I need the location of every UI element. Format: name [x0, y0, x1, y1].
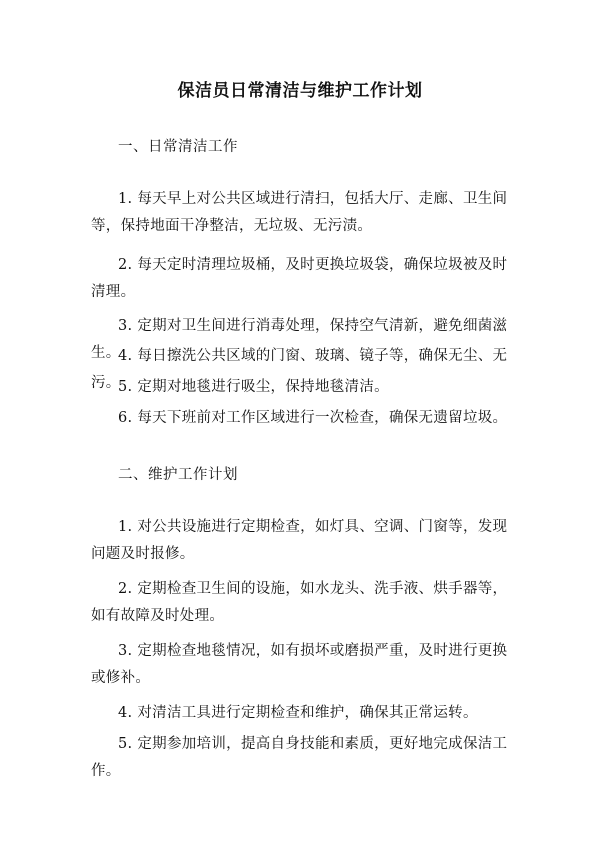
list-item [91, 374, 521, 401]
list-item [91, 186, 521, 240]
item-number: 1. [118, 519, 133, 535]
item-number: 1. [118, 191, 133, 207]
item-text: 定期检查卫生间的设施，如水龙头、洗手液、烘手器等，如有故障及时处理。 [91, 581, 508, 624]
item-number: 3. [118, 643, 133, 659]
section-heading-daily-cleaning: 一、日常清洁工作 [118, 139, 238, 155]
list-item [91, 700, 521, 727]
item-text: 定期对地毯进行吸尘，保持地毯清洁。 [132, 379, 389, 395]
item-text: 每天早上对公共区域进行清扫，包括大厅、走廊、卫生间等，保持地面干净整洁，无垃圾、无污渍。 [91, 191, 508, 234]
item-text: 每日擦洗公共区域的门窗、玻璃、镜子等，确保无尘、无污。 [91, 348, 508, 391]
item-text: 对公共设施进行定期检查，如灯具、空调、门窗等，发现问题及时报修。 [91, 519, 508, 562]
section-heading-maintenance-plan: 二、维护工作计划 [118, 467, 238, 483]
list-item [91, 731, 521, 785]
list-item [91, 576, 521, 630]
list-item [91, 252, 521, 306]
item-number: 6. [118, 410, 133, 426]
item-text: 每天下班前对工作区域进行一次检查，确保无遗留垃圾。 [132, 410, 508, 426]
item-text: 定期检查地毯情况，如有损坏或磨损严重，及时进行更换或修补。 [91, 643, 508, 686]
item-number: 5. [118, 379, 133, 395]
list-item [91, 514, 521, 568]
item-number: 5. [118, 736, 133, 752]
item-number: 2. [118, 257, 133, 273]
list-item [91, 405, 521, 432]
item-number: 3. [118, 318, 133, 334]
item-number: 4. [118, 705, 133, 721]
item-number: 2. [118, 581, 133, 597]
item-text: 定期对卫生间进行消毒处理，保持空气清新，避免细菌滋生。 [91, 318, 508, 361]
item-number: 4. [118, 348, 133, 364]
list-item [91, 638, 521, 692]
page-title: 保洁员日常清洁与维护工作计划 [177, 81, 423, 101]
item-text: 定期参加培训，提高自身技能和素质，更好地完成保洁工作。 [91, 736, 508, 779]
item-text: 对清洁工具进行定期检查和维护，确保其正常运转。 [132, 705, 478, 721]
item-text: 每天定时清理垃圾桶，及时更换垃圾袋，确保垃圾被及时清理。 [91, 257, 508, 300]
